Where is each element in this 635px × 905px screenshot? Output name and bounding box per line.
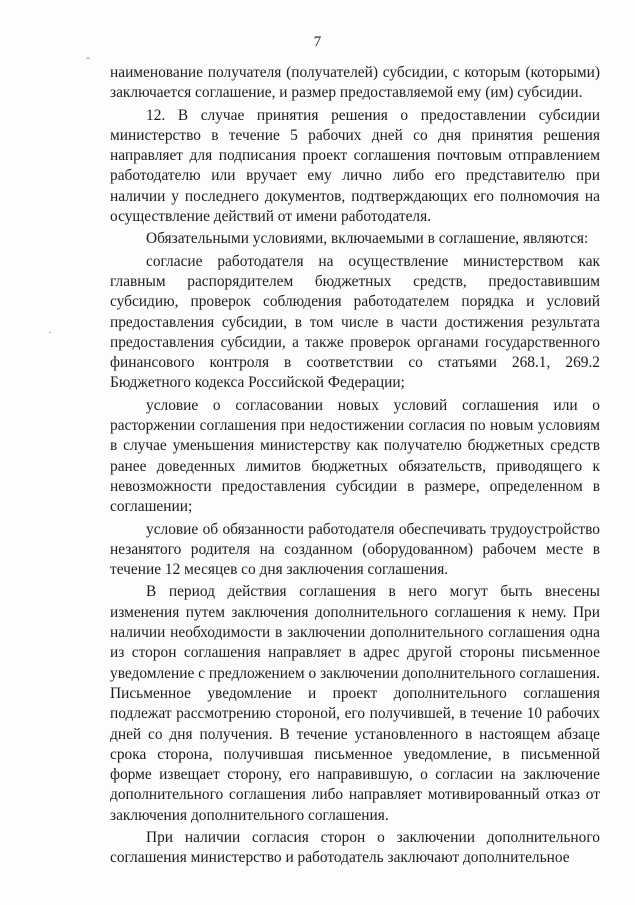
scan-mark: -: [86, 50, 90, 64]
scan-mark: ·: [48, 325, 52, 339]
paragraph: наименование получателя (получателей) субсидии, с которым (которыми) заключается соглашение, и размер предоставляемой ему (им) субсидии.: [110, 64, 600, 102]
paragraph: согласие работодателя на осуществление министерством как главным распорядителем бюджетных средств, предоставившим субсидию, проверок соблюдения работодателем порядка и условий предоставления субсидии, в том числе в части достижения результата предоставления субсидии, а также проверок органами государственного финансового контроля в соответствии со статьями 268.1, 269.2 Бюджетного кодекса Российской Федерации;: [110, 252, 600, 392]
paragraph: Обязательными условиями, включаемыми в соглашение, являются:: [146, 230, 589, 248]
document-body: [110, 63, 600, 871]
paragraph: В период действия соглашения в него могут быть внесены изменения путем заключения дополнительного соглашения к нему. При наличии необходимости в заключении дополнительного соглашения одна из сторон соглашения направляет в адрес другой стороны письменное уведомление с предложением о заключении дополнительного соглашения. Письменное уведомление и проект дополнительного соглашения подлежат рассмотрению стороной, его получившей, в течение 10 рабочих дней со дня получения. В течение установленного в настоящем абзаце срока сторона, получившая письменное уведомление, в письменной форме извещает сторону, его направившую, о согласии на заключение дополнительного соглашения либо направляет мотивированный отказ от заключения дополнительного соглашения.: [110, 583, 600, 824]
paragraph: условие о согласовании новых условий соглашения или о расторжении соглашения при недостижении согласия по новым условиям в случае уменьшения министерству как получателю бюджетных средств ранее доведенных лимитов бюджетных обязательств, приводящего к невозможности предоставления субсидии в размере, определенном в соглашении;: [110, 396, 600, 516]
page-number: 7: [313, 34, 322, 50]
paragraph: При наличии согласия сторон о заключении дополнительного соглашения министерство и работодатель заключают дополнительное: [110, 828, 600, 867]
paragraph: 12. В случае принятия решения о предоставлении субсидии министерство в течение 5 рабочих дней со дня принятия решения направляет для подписания проект соглашения почтовым отправлением работодателю или вручает ему лично либо его представителю при наличии у последнего документов, подтверждающих его полномочия на осуществление действий от имени работодателя.: [110, 106, 600, 226]
paragraph: условие об обязанности работодателя обеспечивать трудоустройство незанятого родителя на созданном (оборудованном) рабочем месте в течение 12 месяцев со дня заключения соглашения.: [110, 520, 600, 579]
